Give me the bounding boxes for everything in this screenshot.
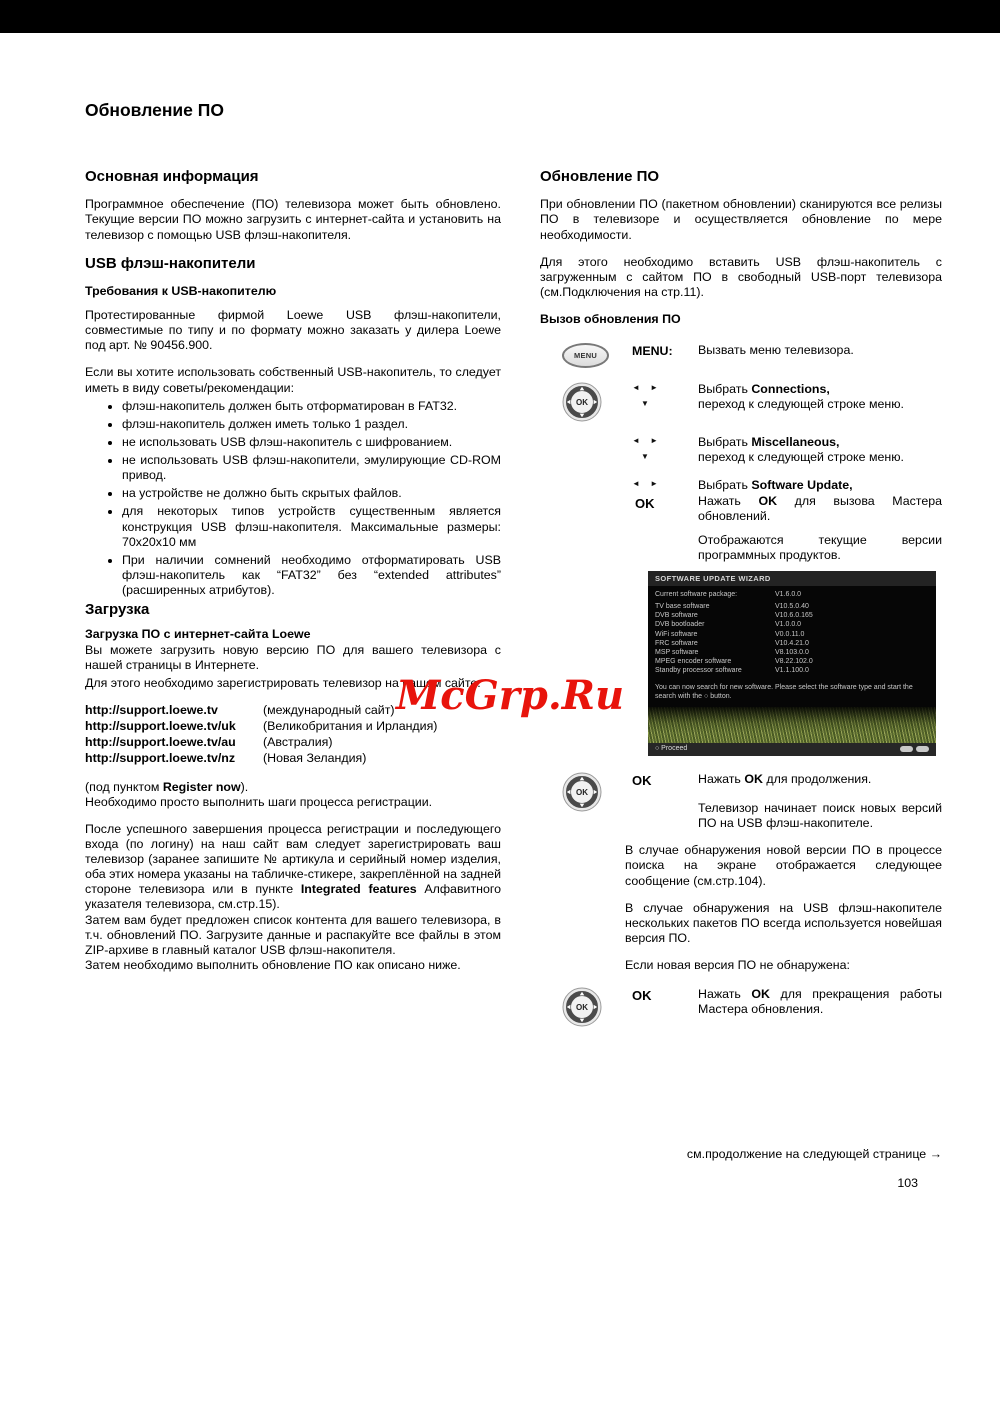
wizard-row-value: V8.22.102.0: [775, 657, 813, 665]
wizard-row: [655, 590, 929, 599]
step-connections: [540, 382, 942, 422]
wizard-row: [655, 666, 929, 675]
quit-post: для прекращения работы Мастера обновления.: [698, 987, 942, 1017]
list-item: • на устройстве не должно быть скрытых файлов.: [122, 486, 501, 501]
step-ok-quit: [540, 987, 942, 1027]
wizard-row-value: V1.6.0.0: [775, 591, 802, 599]
step-text-cell: [698, 382, 942, 422]
page-number: 103: [897, 1176, 918, 1190]
wizard-row-value: V10.6.0.165: [775, 612, 813, 620]
page-title: Обновление ПО: [85, 100, 224, 120]
update-paragraph-1: При обновлении ПО (пакетном обновлении) сканируются все релизы ПО в телевизоре и осуществляется обновление по мере необходимости.: [540, 197, 942, 242]
wizard-row-value: V0.0.11.0: [775, 630, 805, 638]
wizard-row-label: FRC software: [655, 639, 698, 647]
usb-requirements-list: [85, 399, 501, 599]
wizard-row-label: WiFi software: [655, 630, 698, 638]
connections-bold: Connections,: [751, 382, 830, 397]
left-right-arrows-icon: ◄ ►: [632, 436, 663, 446]
after-registration-post: Алфавитного указателя телевизора, см.стр.15).: [85, 882, 501, 912]
versions-note: Отображаются текущие версии программных продуктов.: [698, 532, 942, 562]
wizard-row-value: V1.0.0.0: [775, 621, 802, 629]
section-heading-download: Загрузка: [85, 601, 150, 619]
step-miscellaneous: [540, 435, 942, 465]
wizard-row-label: Current software package:: [655, 591, 738, 599]
left-right-arrows-icon: ◄ ►: [632, 383, 663, 393]
found-paragraph-2: В случае обнаружения на USB флэш-накопителе нескольких пакетов ПО всегда используется новейшая версия ПО.: [625, 900, 942, 945]
wizard-row: [655, 611, 929, 620]
down-arrow-icon: ▼: [641, 451, 649, 461]
top-black-bar: [0, 0, 1000, 33]
menu-key-text: MENU: [574, 351, 597, 361]
section-heading-info: Основная информация: [85, 168, 259, 185]
step-key-cell: [632, 478, 698, 563]
info-paragraph: Программное обеспечение (ПО) телевизора может быть обновлено. Текущие версии ПО можно загрузить с интернет-сайта и установить на телевизор с помощью USB флэш-накопителя.: [85, 197, 501, 242]
register-now-bold: Register now: [162, 779, 241, 794]
step-ok-proceed: [540, 772, 942, 831]
then-paragraph-1: Затем вам будет предложен список контента для вашего телевизора, в т.ч. обновлений ПО. Загрузите данные и распакуйте все файлы в этом ZIP-архиве в главный каталог USB флэш-накопителя.: [85, 912, 501, 957]
ok-key-label: OK: [632, 988, 652, 1004]
wizard-grass-background: [648, 707, 936, 743]
wizard-row-value: V10.4.21.0: [775, 639, 809, 647]
list-item: • не использовать USB флэш-накопитель с шифрованием.: [122, 435, 501, 450]
step-text-cell: [698, 343, 942, 368]
software-update-wizard-screenshot: [648, 571, 936, 756]
wizard-footer-bar: [648, 743, 936, 756]
step-text-cell: [698, 987, 942, 1027]
step-icon-cell: [540, 478, 632, 563]
wizard-row-label: MPEG encoder software: [655, 657, 732, 665]
ok-key-text: OK: [576, 787, 588, 797]
subheading-call-update: Вызов обновления ПО: [540, 312, 681, 327]
subheading-usb-requirements: Требования к USB-накопителю: [85, 283, 277, 298]
press-ok-pre: Нажать: [698, 493, 759, 508]
right-column: [540, 168, 942, 1041]
update-paragraph-2: Для этого необходимо вставить USB флэш-накопитель с загруженным с сайтом ПО в свободный USB-порт телевизора (см.Подключения на стр.11).: [540, 254, 942, 299]
support-link-row: [85, 735, 501, 750]
not-found-paragraph: Если новая версия ПО не обнаружена:: [625, 958, 850, 973]
wizard-row-label: TV base software: [655, 603, 710, 611]
step-key-cell: [632, 382, 698, 422]
list-item: • не использовать USB флэш-накопители, эмулирующие CD-ROM привод.: [122, 453, 501, 483]
ok-key-label: OK: [635, 496, 655, 512]
proceed-post: для продолжения.: [762, 771, 872, 786]
wizard-row-label: DVB bootloader: [655, 621, 705, 629]
register-steps-paragraph: Необходимо просто выполнить шаги процесса регистрации.: [85, 794, 433, 809]
left-right-arrows-icon: ◄ ►: [632, 479, 663, 489]
list-item: • флэш-накопитель должен быть отформатирован в FAT32.: [122, 399, 501, 414]
wizard-row: [655, 602, 929, 611]
wizard-row-label: Standby processor software: [655, 666, 742, 674]
wizard-footer-buttons-icon: [900, 746, 929, 752]
search-note: Телевизор начинает поиск новых версий ПО на USB флэш-накопителе.: [698, 801, 942, 831]
menu-key-icon: [562, 343, 609, 368]
support-url-desc: (Австралия): [263, 735, 333, 750]
support-url-desc: (Новая Зеландия): [263, 751, 367, 766]
step-icon-cell: [540, 987, 632, 1027]
ok-key-text: OK: [576, 1002, 588, 1012]
software-update-pre: Выбрать: [698, 478, 752, 493]
menu-step-text: Вызвать меню телевизора.: [698, 343, 854, 358]
wizard-row: [655, 657, 929, 666]
step-icon-cell: [540, 382, 632, 422]
support-url: http://support.loewe.tv/nz: [85, 751, 236, 766]
step-text-cell: [698, 478, 942, 563]
support-url: http://support.loewe.tv/au: [85, 735, 236, 750]
step-icon-cell: [540, 343, 632, 368]
connections-pre: Выбрать: [698, 382, 752, 397]
list-item: • для некоторых типов устройств существенным является конструкция USB флэш-накопителя. Максимальные размеры: 70x20x10 мм: [122, 504, 501, 549]
continue-note: см.продолжение на следующей странице →: [686, 1147, 942, 1161]
ok-key-text: OK: [576, 397, 588, 407]
wizard-row-value: V8.103.0.0: [775, 648, 809, 656]
wizard-row: [655, 639, 929, 648]
press-ok-bold: OK: [758, 493, 778, 508]
wizard-version-list: [648, 586, 936, 677]
step-software-update: [540, 478, 942, 563]
support-url-desc: (Великобритания и Ирландия): [263, 719, 438, 734]
wizard-row-value: V10.5.0.40: [775, 603, 809, 611]
misc-post: переход к следующей строке меню.: [698, 450, 904, 465]
wizard-title: SOFTWARE UPDATE WIZARD: [648, 571, 936, 586]
wizard-row: [655, 620, 929, 629]
support-url-desc: (международный сайт): [263, 703, 395, 718]
watermark: McGrp.Ru: [396, 672, 625, 719]
after-registration-paragraph: [85, 822, 501, 913]
support-link-row: [85, 719, 501, 734]
support-link-row: [85, 751, 501, 766]
ok-nav-pad-icon: [562, 987, 602, 1027]
misc-pre: Выбрать: [698, 435, 752, 450]
step-text-cell: [698, 772, 942, 831]
step-icon-cell: [540, 435, 632, 465]
down-arrow-icon: ▼: [641, 398, 649, 408]
ok-key-label: OK: [632, 772, 652, 788]
wizard-row: [655, 630, 929, 639]
menu-label: MENU:: [632, 344, 673, 359]
wizard-row: [655, 648, 929, 657]
subheading-download: Загрузка ПО с интернет-сайта Loewe: [85, 626, 311, 641]
left-column: [85, 168, 501, 973]
section-heading-usb: USB флэш-накопители: [85, 254, 256, 272]
proceed-pre: Нажать: [698, 771, 745, 786]
quit-bold: OK: [751, 987, 771, 1002]
step-menu: [540, 343, 942, 368]
quit-pre: Нажать: [698, 987, 752, 1002]
software-update-bold: Software Update,: [751, 478, 853, 493]
wizard-message: You can now search for new software. Please select the software type and start the search with the ○ button.: [655, 684, 913, 701]
tested-paragraph: Протестированные фирмой Loewe USB флэш-накопители, совместимые по типу и по формату можно заказать у дилера Loewe под арт. № 90456.900.: [85, 308, 501, 353]
step-icon-cell: [540, 772, 632, 831]
wizard-proceed-label: ○ Proceed: [655, 745, 688, 753]
list-item: • При наличии сомнений необходимо отформатировать USB флэш-накопитель как “FAT32” без “extended attributes” (расширенных атрибутов).: [122, 553, 501, 598]
support-url: http://support.loewe.tv/uk: [85, 719, 236, 734]
own-usb-paragraph: Если вы хотите использовать собственный USB-накопитель, то следует иметь в виду советы/рекомендации:: [85, 365, 501, 395]
ok-nav-pad-icon: [562, 772, 602, 812]
press-ok-post: для вызова Мастера обновлений.: [698, 493, 942, 523]
misc-bold: Miscellaneous,: [751, 435, 840, 450]
step-key-cell: [632, 987, 698, 1027]
step-key-cell: [632, 343, 698, 368]
step-key-cell: [632, 435, 698, 465]
integrated-features-bold: Integrated features: [300, 882, 417, 897]
register-now-post: ).: [240, 779, 249, 794]
proceed-bold: OK: [744, 771, 763, 786]
then-paragraph-2: Затем необходимо выполнить обновление ПО как описано ниже.: [85, 957, 461, 972]
found-paragraph-1: В случае обнаружения новой версии ПО в процессе поиска на экране отображается следующее сообщение (см.стр.104).: [625, 843, 942, 888]
wizard-row-label: MSP software: [655, 648, 699, 656]
after-registration-pre: После успешного завершения процесса регистрации и последующего входа (по логину) на наш сайт вам следует зарегистрировать ваш телевизор (заранее запишите № артикула и серийный номер изделия, оба этих номера указаны на табличке-стикере, закреплённой на задней стороне телевизора или в пункте: [85, 821, 501, 897]
register-now-pre: (под пунктом: [85, 779, 163, 794]
connections-post: переход к следующей строке меню.: [698, 397, 904, 412]
step-key-cell: [632, 772, 698, 831]
ok-nav-pad-icon: [562, 382, 602, 422]
download-paragraph-1: Вы можете загрузить новую версию ПО для вашего телевизора с нашей страницы в Интернете.: [85, 642, 501, 672]
wizard-row-label: DVB software: [655, 612, 698, 620]
section-heading-update: Обновление ПО: [540, 168, 660, 185]
step-text-cell: [698, 435, 942, 465]
support-url: http://support.loewe.tv: [85, 703, 218, 718]
wizard-row-value: V1.1.100.0: [775, 666, 809, 674]
download-paragraph-2: Для этого необходимо зарегистрировать телевизор на нашем сайте:: [85, 675, 481, 690]
list-item: • флэш-накопитель должен иметь только 1 раздел.: [122, 417, 501, 432]
register-now-line: [85, 780, 501, 795]
